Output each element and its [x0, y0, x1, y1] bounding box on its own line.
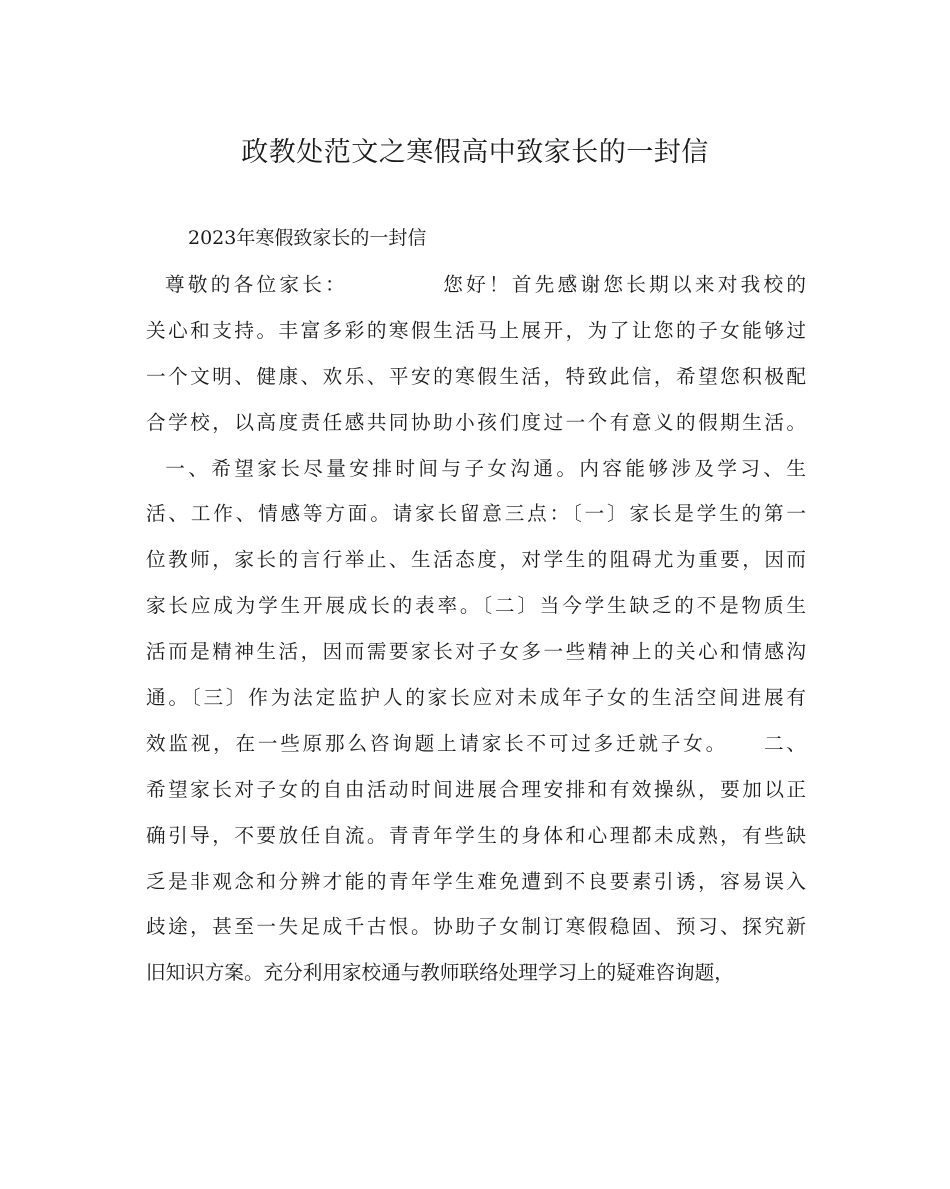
body-line-14: 乏是非观念和分辨才能的青年学生难免遭到不良要素引诱，容易误入 — [146, 869, 806, 893]
body-line-5: 一、希望家长尽量安排时间与子女沟通。内容能够涉及学习、生 — [146, 456, 806, 480]
letter-body — [146, 266, 806, 1000]
body-line-11: 效监视，在一些原那么咨询题上请家长不可过多迁就子女。 二、 — [146, 731, 806, 755]
body-line-12: 希望家长对子女的自由活动时间进展合理安排和有效操纵，要加以正 — [146, 777, 806, 801]
body-line-2: 关心和支持。丰富多彩的寒假生活马上展开，为了让您的子女能够过 — [146, 318, 806, 342]
body-line-6: 活、工作、情感等方面。请家长留意三点：〔一〕家长是学生的第一 — [146, 502, 806, 526]
body-line-4: 合学校，以高度责任感共同协助小孩们度过一个有意义的假期生活。 — [146, 410, 806, 434]
body-line-16: 旧知识方案。充分利用家校通与教师联络处理学习上的疑难咨询题， — [146, 961, 734, 985]
body-line-8: 家长应成为学生开展成长的表率。〔二〕当今学生缺乏的不是物质生 — [146, 594, 806, 618]
document-title: 政教处范文之寒假高中致家长的一封信 — [241, 137, 709, 168]
body-line-10: 通。〔三〕作为法定监护人的家长应对未成年子女的生活空间进展有 — [146, 686, 806, 710]
body-line-9: 活而是精神生活，因而需要家长对子女多一些精神上的关心和情感沟 — [146, 640, 806, 664]
body-line-15: 歧途，甚至一失足成千古恨。协助子女制订寒假稳固、预习、探究新 — [146, 915, 806, 939]
body-line-7: 位教师，家长的言行举止、生活态度，对学生的阻碍尤为重要，因而 — [146, 548, 806, 572]
body-line-3: 一个文明、健康、欢乐、平安的寒假生活，特致此信，希望您积极配 — [146, 364, 806, 388]
body-line-13: 确引导，不要放任自流。青青年学生的身体和心理都未成熟，有些缺 — [146, 823, 806, 847]
letter-subtitle: 2023年寒假致家长的一封信 — [188, 227, 427, 249]
body-line-1: 尊敬的各位家长： 您好！首先感谢您长期以来对我校的 — [146, 273, 806, 296]
